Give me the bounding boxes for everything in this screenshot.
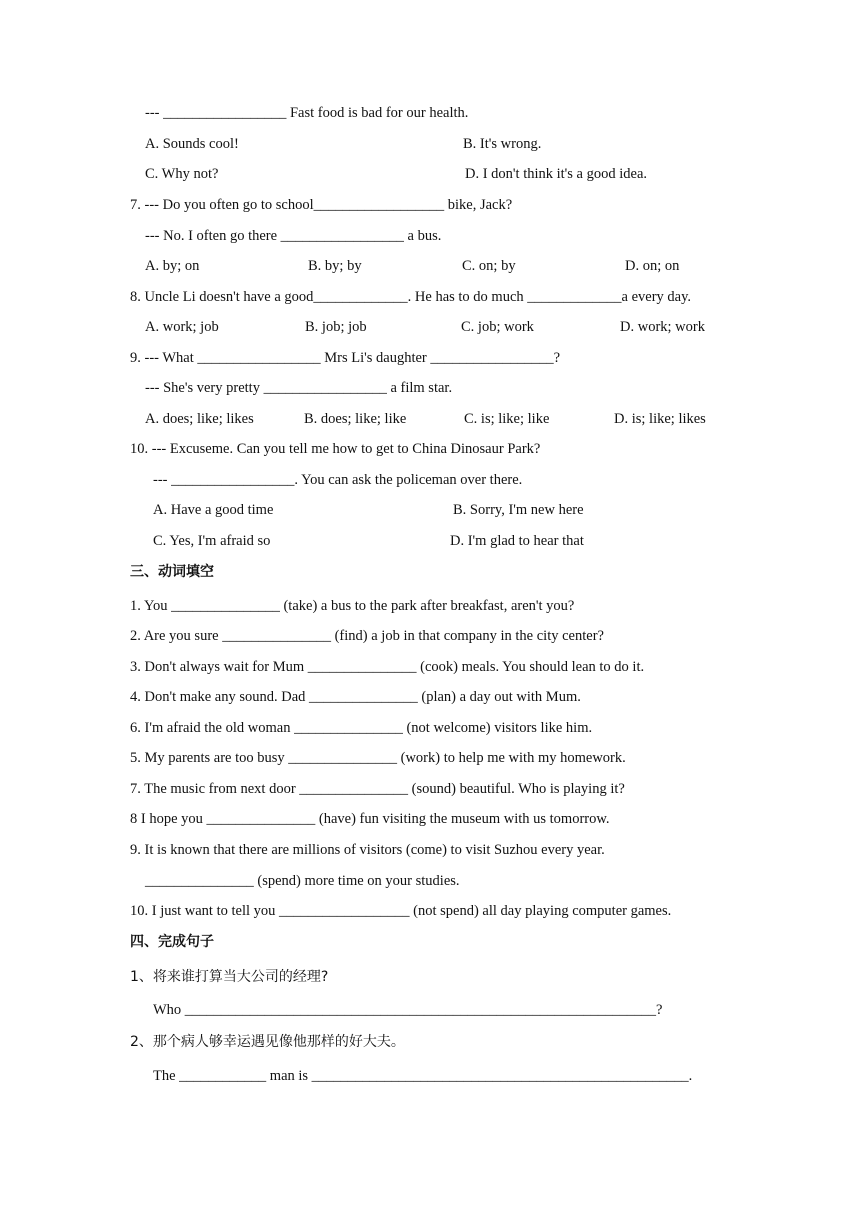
q7-option-b: B. by; by bbox=[308, 258, 362, 274]
q6-prompt: --- _________________ Fast food is bad for our health. bbox=[145, 105, 469, 121]
section-4-heading: 四、完成句子 bbox=[130, 934, 214, 950]
section-3-heading: 三、动词填空 bbox=[130, 564, 214, 580]
q10-option-b: B. Sorry, I'm new here bbox=[453, 502, 584, 518]
q9-response: --- She's very pretty _________________ a film star. bbox=[145, 380, 453, 396]
q6-option-b: B. It's wrong. bbox=[463, 136, 542, 152]
q7-option-d: D. on; on bbox=[625, 258, 680, 274]
verb-item: 6. I'm afraid the old woman _______________ (not welcome) visitors like him. bbox=[130, 720, 593, 736]
verb-item: 1. You _______________ (take) a bus to the park after breakfast, aren't you? bbox=[130, 598, 575, 614]
q8-option-d: D. work; work bbox=[620, 319, 705, 335]
q7-prompt: 7. --- Do you often go to school__________________ bike, Jack? bbox=[130, 197, 513, 213]
q9-option-b: B. does; like; like bbox=[304, 411, 407, 427]
q6-option-d: D. I don't think it's a good idea. bbox=[465, 166, 648, 182]
verb-item: 3. Don't always wait for Mum _______________ (cook) meals. You should lean to do it. bbox=[130, 659, 645, 675]
q6-option-c: C. Why not? bbox=[145, 166, 219, 182]
verb-item: 5. My parents are too busy _______________ (work) to help me with my homework. bbox=[130, 750, 626, 766]
q8-option-a: A. work; job bbox=[145, 319, 219, 335]
verb-item: _______________ (spend) more time on your studies. bbox=[145, 873, 460, 889]
q7-response: --- No. I often go there _________________ a bus. bbox=[145, 228, 442, 244]
verb-item: 4. Don't make any sound. Dad _______________ (plan) a day out with Mum. bbox=[130, 689, 581, 705]
q10-option-d: D. I'm glad to hear that bbox=[450, 533, 584, 549]
q9-option-a: A. does; like; likes bbox=[145, 411, 254, 427]
verb-item: 10. I just want to tell you __________________ (not spend) all day playing computer games. bbox=[130, 903, 672, 919]
verb-item: 8 I hope you _______________ (have) fun visiting the museum with us tomorrow. bbox=[130, 811, 610, 827]
sentence-1-answer: Who _________________________________________________________________? bbox=[153, 1002, 663, 1018]
q7-option-c: C. on; by bbox=[462, 258, 516, 274]
q10-option-c: C. Yes, I'm afraid so bbox=[153, 533, 271, 549]
q8-prompt: 8. Uncle Li doesn't have a good_____________. He has to do much _____________a every day. bbox=[130, 289, 692, 305]
q7-option-a: A. by; on bbox=[145, 258, 200, 274]
sentence-2-answer: The ____________ man is ____________________________________________________. bbox=[153, 1068, 693, 1084]
q9-option-d: D. is; like; likes bbox=[614, 411, 706, 427]
sentence-1-chinese: 1、将来谁打算当大公司的经理? bbox=[130, 969, 329, 985]
q9-option-c: C. is; like; like bbox=[464, 411, 550, 427]
q8-option-b: B. job; job bbox=[305, 319, 367, 335]
q6-option-a: A. Sounds cool! bbox=[145, 136, 239, 152]
q10-prompt: 10. --- Excuseme. Can you tell me how to get to China Dinosaur Park? bbox=[130, 441, 541, 457]
q10-response: --- _________________. You can ask the policeman over there. bbox=[153, 472, 523, 488]
q8-option-c: C. job; work bbox=[461, 319, 534, 335]
verb-item: 9. It is known that there are millions of visitors (come) to visit Suzhou every year. bbox=[130, 842, 605, 858]
verb-item: 7. The music from next door _______________ (sound) beautiful. Who is playing it? bbox=[130, 781, 625, 797]
verb-item: 2. Are you sure _______________ (find) a job in that company in the city center? bbox=[130, 628, 604, 644]
q9-prompt: 9. --- What _________________ Mrs Li's daughter _________________? bbox=[130, 350, 561, 366]
q10-option-a: A. Have a good time bbox=[153, 502, 274, 518]
sentence-2-chinese: 2、那个病人够幸运遇见像他那样的好大夫。 bbox=[130, 1034, 405, 1050]
